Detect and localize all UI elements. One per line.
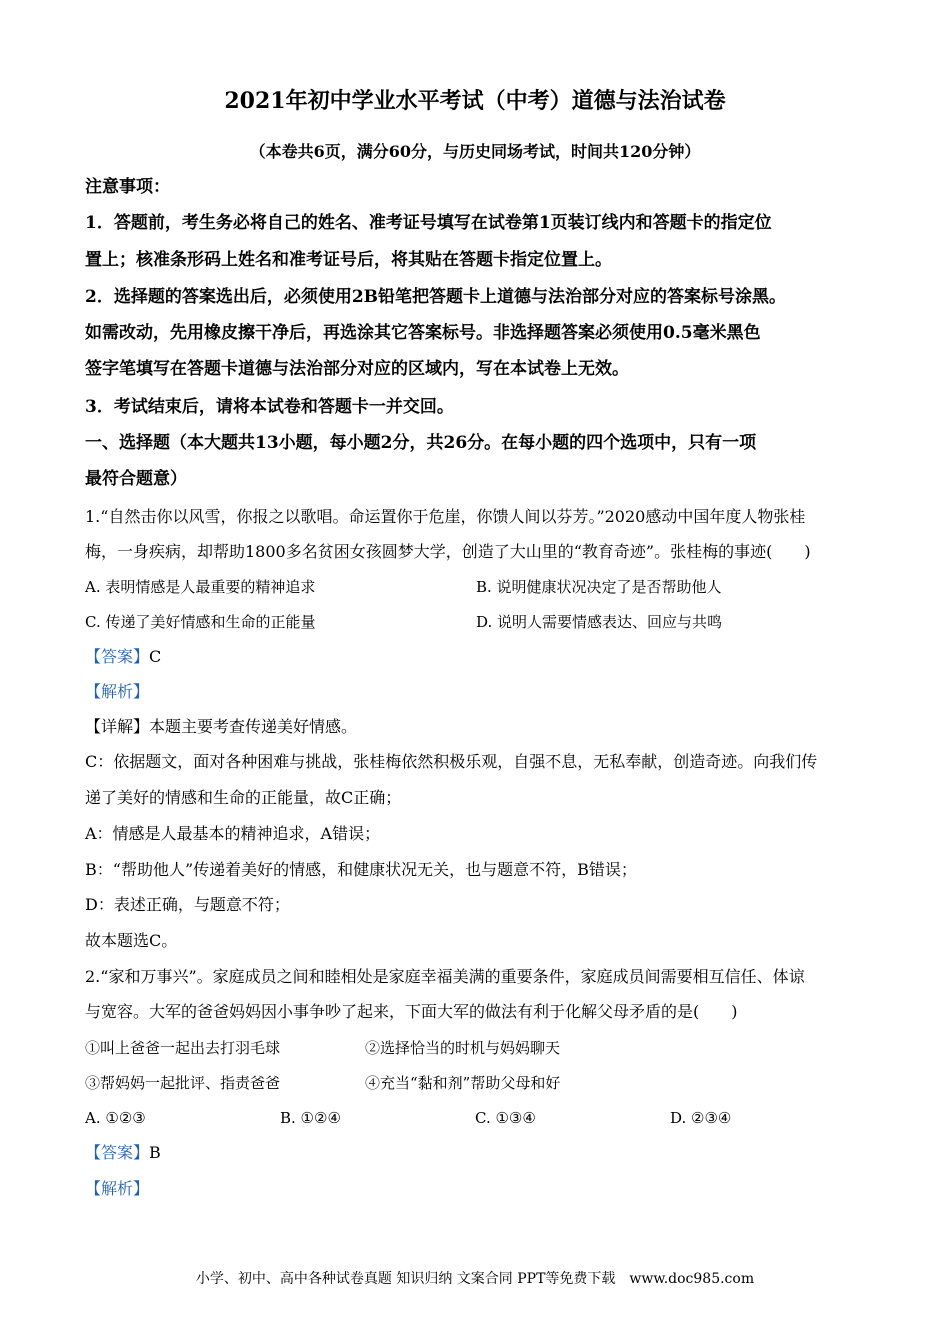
q1-option-c: C. 传递了美好情感和生命的正能量 [85, 613, 316, 631]
q1-detail [85, 717, 357, 737]
q2-stem-line-2: 与宽容。大军的爸爸妈妈因小事争吵了起来，下面大军的做法有利于化解父母矛盾的是( ) [85, 1002, 738, 1021]
detail-tag: 【详解】 [85, 717, 150, 736]
q1-option-b: B. 说明健康状况决定了是否帮助他人 [476, 578, 722, 596]
q1-explain-c-line-2: 递了美好的情感和生命的正能量，故C正确； [85, 788, 402, 807]
q1-answer [85, 647, 161, 667]
q1-option-d: D. 说明人需要情感表达、回应与共鸣 [476, 613, 723, 631]
q2-option-c: C. ①③④ [475, 1109, 536, 1127]
q2-analysis-tag: 【解析】 [85, 1179, 150, 1198]
section-1-heading-line-1: 一、选择题（本大题共13小题，每小题2分，共26分。在每小题的四个选项中，只有一项 [85, 433, 757, 453]
q1-explain-c-line-1: C：依据题文，面对各种困难与挑战，张桂梅依然积极乐观，自强不息，无私奉献，创造奇迹。向我们传 [85, 752, 818, 771]
answer-tag: 【答案】 [85, 647, 150, 666]
q1-conclusion: 故本题选C。 [85, 931, 178, 950]
q2-option-a: A. ①②③ [85, 1109, 146, 1127]
q2-statement-2: ②选择恰当的时机与妈妈聊天 [365, 1039, 561, 1057]
answer-tag: 【答案】 [85, 1143, 150, 1162]
q1-analysis-tag: 【解析】 [85, 682, 150, 701]
answer-value: C [149, 647, 162, 666]
q2-option-b: B. ①②④ [280, 1109, 341, 1127]
detail-text: 本题主要考查传递美好情感。 [149, 717, 358, 736]
notice-item-2-line-2: 如需改动，先用橡皮擦干净后，再选涂其它答案标号。非选择题答案必须使用0.5毫米黑色 [85, 323, 761, 343]
notice-item-2-line-3: 签字笔填写在答题卡道德与法治部分对应的区域内，写在本试卷上无效。 [85, 359, 629, 379]
notice-item-1-line-1: 1．答题前，考生务必将自己的姓名、准考证号填写在试卷第1页装订线内和答题卡的指定位 [85, 213, 772, 233]
page-title: 2021年初中学业水平考试（中考）道德与法治试卷 [224, 88, 726, 114]
q1-stem-line-2: 梅，一身疾病，却帮助1800多名贫困女孩圆梦大学，创造了大山里的“教育奇迹”。张桂梅的事迹( ) [85, 542, 811, 561]
notice-item-1-line-2: 置上；核准条形码上姓名和准考证号后，将其贴在答题卡指定位置上。 [85, 250, 612, 270]
section-1-heading-line-2: 最符合题意） [85, 469, 187, 489]
q2-answer [85, 1143, 161, 1163]
q2-statement-1: ①叫上爸爸一起出去打羽毛球 [85, 1039, 281, 1057]
exam-info-subtitle: （本卷共6页，满分60分，与历史同场考试，时间共120分钟） [249, 142, 701, 161]
q1-explain-d: D：表述正确，与题意不符； [85, 895, 290, 914]
page-footer: 小学、初中、高中各种试卷真题 知识归纳 文案合同 PPT等免费下载 www.doc985.com [195, 1271, 755, 1287]
q2-statement-4: ④充当“黏和剂”帮助父母和好 [365, 1074, 561, 1092]
q1-stem-line-1: 1.“自然击你以风雪，你报之以歌唱。命运置你于危崖，你馈人间以芬芳。”2020感动中国年度人物张桂 [85, 507, 806, 526]
q1-explain-b: B：“帮助他人”传递着美好的情感，和健康状况无关，也与题意不符，B错误； [85, 860, 637, 879]
answer-value: B [149, 1143, 161, 1162]
notice-item-2-line-1: 2．选择题的答案选出后，必须使用2B铅笔把答题卡上道德与法治部分对应的答案标号涂黑。 [85, 287, 787, 307]
notice-heading: 注意事项： [85, 177, 170, 197]
q2-stem-line-1: 2.“家和万事兴”。家庭成员之间和睦相处是家庭幸福美满的重要条件，家庭成员间需要相互信任、体谅 [85, 967, 805, 986]
q1-explain-a: A：情感是人最基本的精神追求，A错误； [85, 824, 381, 843]
q2-statement-3: ③帮妈妈一起批评、指责爸爸 [85, 1074, 281, 1092]
notice-item-3: 3．考试结束后，请将本试卷和答题卡一并交回。 [85, 397, 454, 417]
q1-option-a: A. 表明情感是人最重要的精神追求 [85, 578, 316, 596]
q2-option-d: D. ②③④ [670, 1109, 732, 1127]
